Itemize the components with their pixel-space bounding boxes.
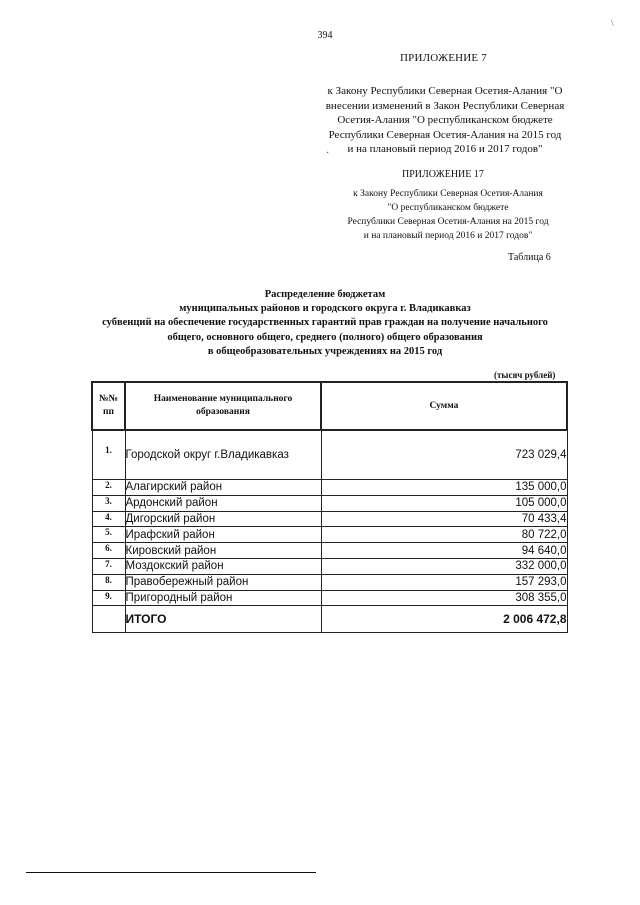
appendix-7-title: ПРИЛОЖЕНИЕ 7 — [400, 52, 487, 64]
row-value: 105 000,0 — [321, 495, 567, 511]
table-row — [92, 527, 567, 543]
row-value: 80 722,0 — [321, 527, 567, 543]
distribution-table — [91, 381, 568, 633]
row-number: 9. — [92, 590, 125, 606]
table-row — [92, 590, 567, 606]
appendix-17-line: Республики Северная Осетия-Алания на 2015 год — [347, 217, 549, 227]
units-label: (тысяч рублей) — [494, 370, 556, 380]
row-number: 8. — [92, 574, 125, 590]
row-value: 723 029,4 — [321, 430, 567, 480]
title-line: муниципальных районов и городского округа г. Владикавказ — [179, 303, 471, 315]
table-row — [92, 574, 567, 590]
row-number: 4. — [92, 511, 125, 527]
document-title — [80, 288, 570, 359]
table-row — [92, 430, 567, 480]
table-label: Таблица 6 — [508, 252, 551, 263]
header-sum: Сумма — [321, 382, 567, 430]
total-number-cell — [92, 606, 125, 633]
title-line: общего, основного общего, среднего (полного) общего образования — [167, 331, 483, 343]
row-value: 157 293,0 — [321, 574, 567, 590]
appendix-17-text — [318, 187, 578, 243]
row-number: 7. — [92, 558, 125, 574]
appendix-7-line: Республики Северная Осетия-Алания на 2015 год — [328, 128, 562, 141]
header-name-line: образования — [196, 407, 250, 417]
appendix-7-line: Осетия-Алания "О республиканском бюджете — [337, 114, 553, 126]
row-number: 1. — [92, 430, 125, 480]
row-name: Городской округ г.Владикавказ — [125, 430, 321, 480]
row-name: Правобережный район — [125, 574, 321, 590]
title-line: Распределение бюджетам — [264, 289, 386, 300]
header-number-line: №№ — [98, 394, 119, 404]
row-value: 135 000,0 — [321, 480, 567, 496]
row-value: 70 433,4 — [321, 511, 567, 527]
title-line: субвенций на обеспечение государственных гарантий прав граждан на получение начального — [102, 317, 548, 329]
table-header-row — [92, 382, 567, 430]
appendix-7-line: внесении изменений в Закон Республики Северная — [325, 99, 565, 112]
appendix-7-text — [300, 84, 590, 157]
row-number: 6. — [92, 543, 125, 559]
header-number — [92, 382, 125, 430]
row-value: 308 355,0 — [321, 590, 567, 606]
appendix-17-line: и на плановый период 2016 и 2017 годов" — [363, 231, 533, 241]
row-name: Моздокский район — [125, 558, 321, 574]
row-name: Дигорский район — [125, 511, 321, 527]
table-row — [92, 495, 567, 511]
row-number: 2. — [92, 480, 125, 496]
row-number: 3. — [92, 495, 125, 511]
appendix-7-line: и на плановый период 2016 и 2017 годов" — [347, 143, 543, 155]
corner-mark: \ — [611, 18, 614, 28]
appendix-17-title: ПРИЛОЖЕНИЕ 17 — [402, 169, 484, 180]
total-value: 2 006 472,8 — [321, 606, 567, 633]
table-total-row — [92, 606, 567, 633]
row-number: 5. — [92, 527, 125, 543]
header-name-line: Наименование муниципального — [153, 394, 293, 404]
row-name: Алагирский район — [125, 480, 321, 496]
table-row — [92, 480, 567, 496]
footer-rule — [26, 872, 316, 873]
table-row — [92, 543, 567, 559]
appendix-7-line: к Закону Республики Северная Осетия-Алания "О — [327, 85, 563, 97]
page-number: 394 — [317, 30, 333, 41]
total-label: ИТОГО — [125, 606, 321, 633]
title-line: в общеобразовательных учреждениях на 2015 год — [207, 345, 443, 357]
appendix-17-line: к Закону Республики Северная Осетия-Алания — [353, 189, 543, 199]
header-name — [125, 382, 321, 430]
stray-dot-mark: · — [326, 148, 330, 159]
row-value: 94 640,0 — [321, 543, 567, 559]
row-value: 332 000,0 — [321, 558, 567, 574]
table-row — [92, 558, 567, 574]
table-row — [92, 511, 567, 527]
appendix-17-line: "О республиканском бюджете — [387, 203, 509, 213]
row-name: Пригородный район — [125, 590, 321, 606]
row-name: Кировский район — [125, 543, 321, 559]
header-number-line: пп — [103, 407, 114, 417]
row-name: Ирафский район — [125, 527, 321, 543]
row-name: Ардонский район — [125, 495, 321, 511]
